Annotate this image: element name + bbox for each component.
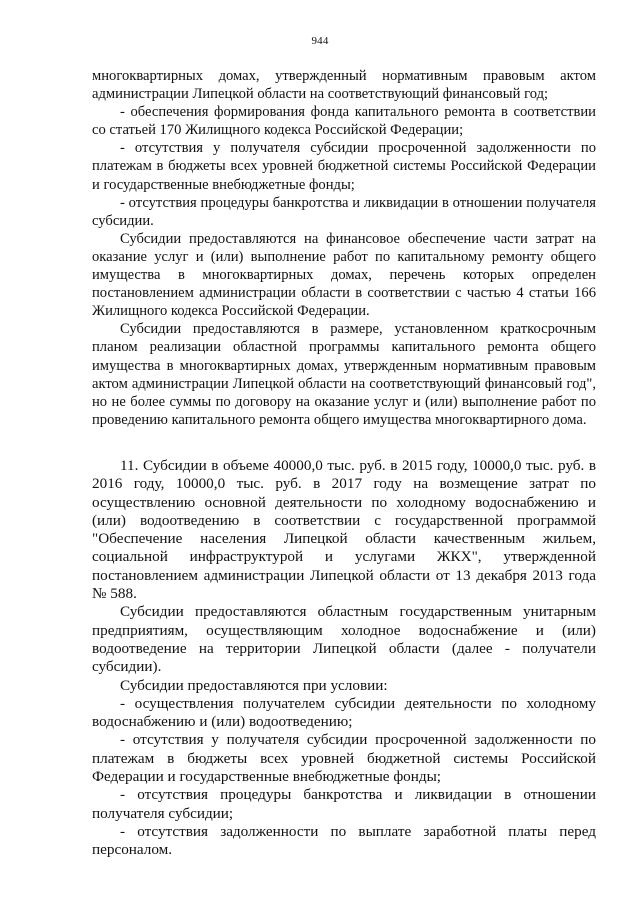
paragraph: - обеспечения формирования фонда капитального ремонта в соответствии со статьей 170 Жилищного кодекса Российской Федерации; <box>92 104 596 139</box>
paragraph: - отсутствия процедуры банкротства и ликвидации в отношении получателя субсидии; <box>92 786 596 822</box>
text-block-top <box>92 67 596 429</box>
paragraph: - отсутствия задолженности по выплате заработной платы перед персоналом. <box>92 822 596 859</box>
paragraph: - осуществления получателем субсидии деятельности по холодному водоснабжению и (или) водоотведению; <box>92 694 596 731</box>
paragraph: 11. Субсидии в объеме 40000,0 тыс. руб. в 2015 году, 10000,0 тыс. руб. в 2016 году, 10000,0 тыс. руб. в 2017 году на возмещение затрат по осуществлению основной деятельности по холодному водоснабжению и (или) водоотведению в соответствии с государственной программой "Обеспечение населения Липецкой области качественным жильем, социальной инфраструктурой и услугами ЖКХ", утвержденной постановлением администрации Липецкой области от 13 декабря 2013 года № 588. <box>92 457 596 603</box>
paragraph: Субсидии предоставляются в размере, установленном краткосрочным планом реализации областной программы капитального ремонта общего имущества в многоквартирных домах, утвержденным нормативным правовым актом администрации Липецкой области на соответствующий финансовый год", но не более суммы по договору на оказание услуг и (или) выполнение работ по проведению капитального ремонта общего имущества многоквартирного дома. <box>92 321 596 428</box>
paragraph: - отсутствия у получателя субсидии просроченной задолженности по платежам в бюджеты всех уровней бюджетной системы Российской Федерации и государственные внебюджетные фонды; <box>92 731 596 786</box>
page-number: 944 <box>311 35 329 47</box>
paragraph: Субсидии предоставляются на финансовое обеспечение части затрат на оказание услуг и (или) выполнение работ по капитальному ремонту общего имущества в многоквартирных домах, перечень которых определен постановлением администрации области в соответствии с частью 4 статьи 166 Жилищного кодекса Российской Федерации. <box>92 230 596 320</box>
paragraph: Субсидии предоставляются при условии: <box>120 676 388 694</box>
paragraph: Субсидии предоставляются областным государственным унитарным предприятиям, осуществляющим холодное водоснабжение и (или) водоотведение на территории Липецкой области (далее - получатели субсидии). <box>92 603 596 676</box>
paragraph: - отсутствия у получателя субсидии просроченной задолженности по платежам в бюджеты всех уровней бюджетной системы Российской Федерации и государственные внебюджетные фонды; <box>92 140 596 193</box>
paragraph: - отсутствия процедуры банкротства и ликвидации в отношении получателя субсидии. <box>92 194 596 229</box>
text-block-item-11 <box>92 457 596 860</box>
paragraph: многоквартирных домах, утвержденный нормативным правовым актом администрации Липецкой области на соответствующий финансовый год; <box>92 68 596 103</box>
